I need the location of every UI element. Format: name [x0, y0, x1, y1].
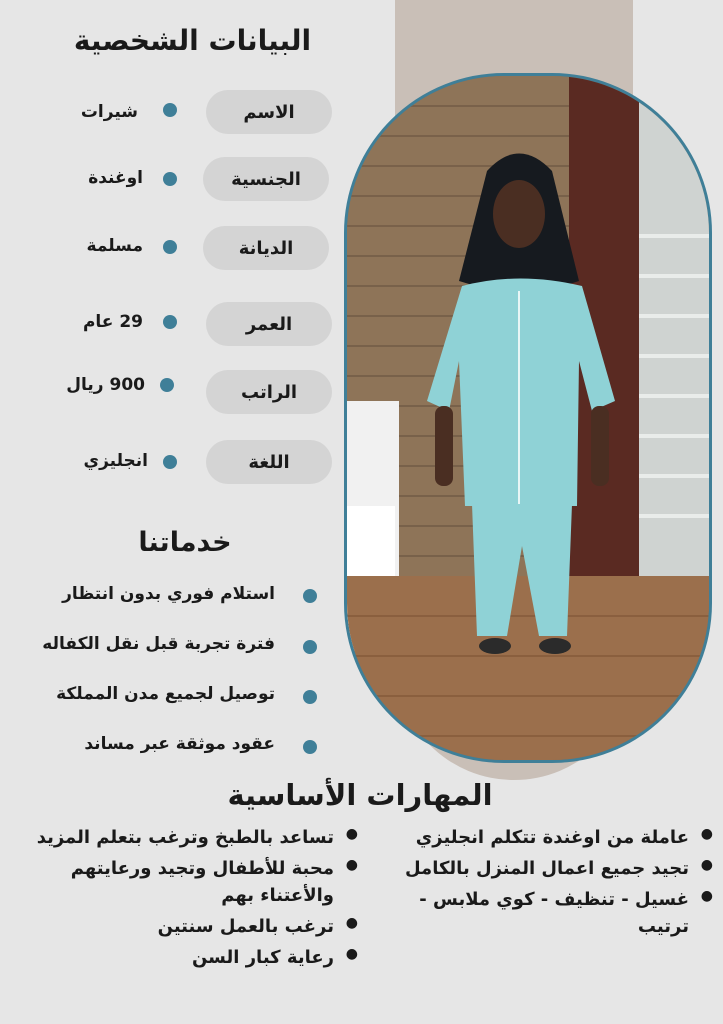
skills-list-left [0, 824, 360, 975]
skill-item: ● تجيد جميع اعمال المنزل بالكامل [365, 855, 715, 882]
service-text: توصيل لجميع مدن المملكة [56, 684, 275, 704]
bullet-dot [163, 103, 177, 117]
skill-item: ● تساعد بالطبخ وترغب بتعلم المزيد [0, 824, 360, 851]
worker-photo-illustration [347, 76, 709, 760]
personal-data-title: البيانات الشخصية [73, 24, 312, 57]
field-value: 29 عام [82, 312, 143, 332]
bullet-dot [303, 690, 317, 704]
bullet-dot [160, 378, 174, 392]
field-value: 900 ريال [66, 375, 145, 395]
bullet-dot [303, 640, 317, 654]
bullet-dot [163, 455, 177, 469]
field-label-pill: العمر [206, 302, 332, 346]
service-text: عقود موثقة عبر مساند [84, 734, 275, 754]
skills-title: المهارات الأساسية [227, 778, 493, 812]
skill-item: ● غسيل - تنظيف - كوي ملابس - ترتيب [365, 886, 715, 940]
field-value: اوغندة [88, 168, 143, 188]
skills-list-right [365, 824, 715, 944]
field-label-pill: الاسم [206, 90, 332, 134]
service-text: استلام فوري بدون انتظار [62, 584, 275, 604]
bullet-dot [163, 172, 177, 186]
skill-item: ● رعاية كبار السن [0, 944, 360, 971]
bullet-dot [163, 240, 177, 254]
service-text: فترة تجربة قبل نقل الكفاله [42, 634, 275, 654]
skill-item: ● محبة للأطفال وتجيد ورعايتهم والأعتناء بهم [0, 855, 360, 909]
bullet-dot [303, 589, 317, 603]
field-value: مسلمة [86, 236, 143, 256]
bullet-dot [303, 740, 317, 754]
worker-photo [344, 73, 712, 763]
field-label-pill: الراتب [206, 370, 332, 414]
field-label-pill: اللغة [206, 440, 332, 484]
field-value: شيرات [80, 102, 138, 122]
field-label-pill: الديانة [203, 226, 329, 270]
field-value: انجليزي [83, 451, 148, 471]
services-title: خدماتنا [138, 527, 232, 558]
bullet-dot [163, 315, 177, 329]
skill-item: ● ترغب بالعمل سنتين [0, 913, 360, 940]
field-label-pill: الجنسية [203, 157, 329, 201]
skill-item: ● عاملة من اوغندة تتكلم انجليزي [365, 824, 715, 851]
